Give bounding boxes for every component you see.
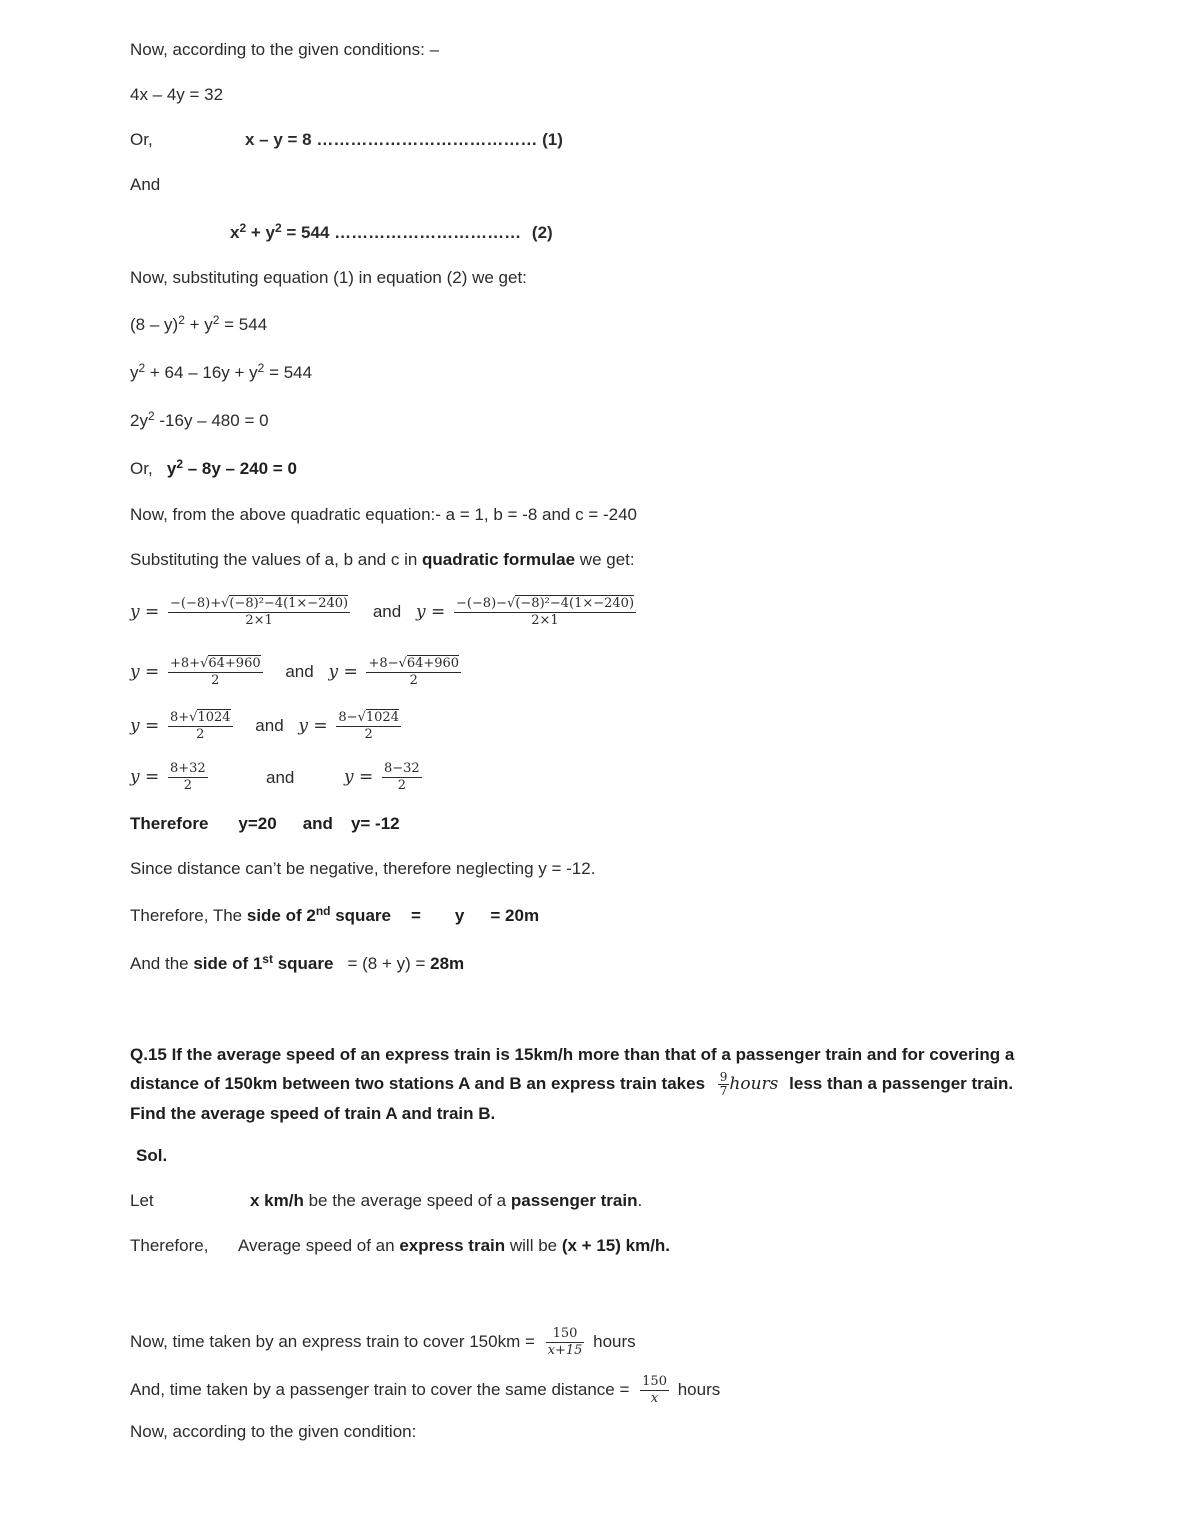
intro-text: Now, according to the given conditions: – (130, 40, 440, 59)
question-15: Q.15 If the average speed of an express train is 15km/h more than that of a passenger train and for covering a distance of 150km between two stations A and B an express train takes $\frac{9}{7}$ hours less than a passenger train. Find the average speed of train A and train B. (130, 1045, 1015, 1123)
quadratic-row-1: y = $\frac{\text{−(−8)+√(−8)²−4(1×−240)}}{2\times 1}$ and y = $\frac{\text{−(−8)−√(−8)²−4(1×−240)}}{2\times 1}$ (130, 596, 635, 628)
equation-1: x – y = 8 ………………………………… (1) (245, 130, 563, 149)
express-speed-statement: Average speed of an express train will be (x + 15) km/h. (238, 1236, 671, 1255)
step-3: $2y^2$ -16y – 480 = 0 (130, 409, 269, 430)
time-express: Now, time taken by an express train to cover 150km = $\frac{150}{x+15}$ hours (130, 1326, 636, 1358)
root-minus-fraction-2: $\frac{+8-√64+960}{2}$ (368, 656, 460, 688)
root-plus-fraction: $\frac{\text{−(−8)+√(−8)²−4(1×−240)}}{2\times 1}$ (170, 596, 349, 628)
formula-text: Substituting the values of a, b and c in quadratic formulae we get: (130, 550, 635, 569)
step-4: Or, $y^2 - 8y - 240 = 0$ (130, 457, 297, 478)
quadratic-row-2: y = $\frac{+8+√64+960}{2}$ and y = $\frac{+8-√64+960}{2}$ (130, 656, 460, 688)
and-row-4: and (266, 768, 295, 787)
root-minus-fraction: $\frac{\text{−(−8)−√(−8)²−4(1×−240)}}{2\times 1}$ (455, 596, 635, 628)
step-2: $y^2 + 64 - 16y + y^2 = 544$ (130, 361, 313, 382)
y-equals: y = (130, 601, 160, 622)
side-second-square: Therefore, The side of 2nd square = y = 20m (130, 904, 540, 925)
quadratic-row-3: y = $\frac{8+√1024}{2}$ and y = $\frac{8-√1024}{2}$ (130, 710, 399, 742)
and-label: And (130, 175, 161, 194)
root-plus-fraction-3: $\frac{8+√1024}{2}$ (170, 710, 231, 742)
let-statement: x km/h be the average speed of a passenger train. (250, 1191, 643, 1210)
solution-label: Sol. (136, 1146, 168, 1165)
time-passenger: And, time taken by a passenger train to cover the same distance = $\frac{150}{x}$ hours (130, 1374, 721, 1406)
root-minus-fraction-3: $\frac{8-√1024}{2}$ (338, 710, 399, 742)
therefore-label-2: Therefore, (130, 1236, 209, 1255)
equation-2: $x^2 + y^2 = 544$ …………………………… (2) (230, 221, 553, 242)
substitute-text: Now, substituting equation (1) in equation (2) we get: (130, 268, 527, 287)
therefore-values: Therefore y=20 and y= -12 (130, 814, 400, 833)
nine-sevenths-fraction: $\frac{9}{7}$ (719, 1070, 728, 1099)
or-label-1: Or, (130, 130, 153, 149)
quadratic-row-4: y = $\frac{8+32}{2}$ (130, 761, 206, 793)
step-1: $(8 - y)^2 + y^2 = 544$ (130, 313, 268, 334)
coefficients-text: Now, from the above quadratic equation:- a = 1, b = -8 and c = -240 (130, 505, 638, 524)
let-label: Let (130, 1191, 154, 1210)
passenger-time-fraction: $\frac{150}{x}$ (642, 1374, 667, 1406)
express-time-fraction: $\frac{150}{x+15}$ (547, 1326, 583, 1358)
quadratic-row-4-right: y = $\frac{8-32}{2}$ (344, 761, 420, 793)
difference-fraction: $\frac{8-32}{2}$ (384, 761, 420, 793)
side-first-square: And the side of 1st square = (8 + y) = 28m (130, 952, 465, 973)
root-plus-fraction-2: $\frac{+8+√64+960}{2}$ (170, 656, 261, 688)
neglect-text: Since distance can’t be negative, therefore neglecting y = -12. (130, 859, 596, 878)
final-text: Now, according to the given condition: (130, 1422, 417, 1441)
sum-fraction: $\frac{8+32}{2}$ (170, 761, 206, 793)
equation-start: 4x – 4y = 32 (130, 85, 224, 104)
